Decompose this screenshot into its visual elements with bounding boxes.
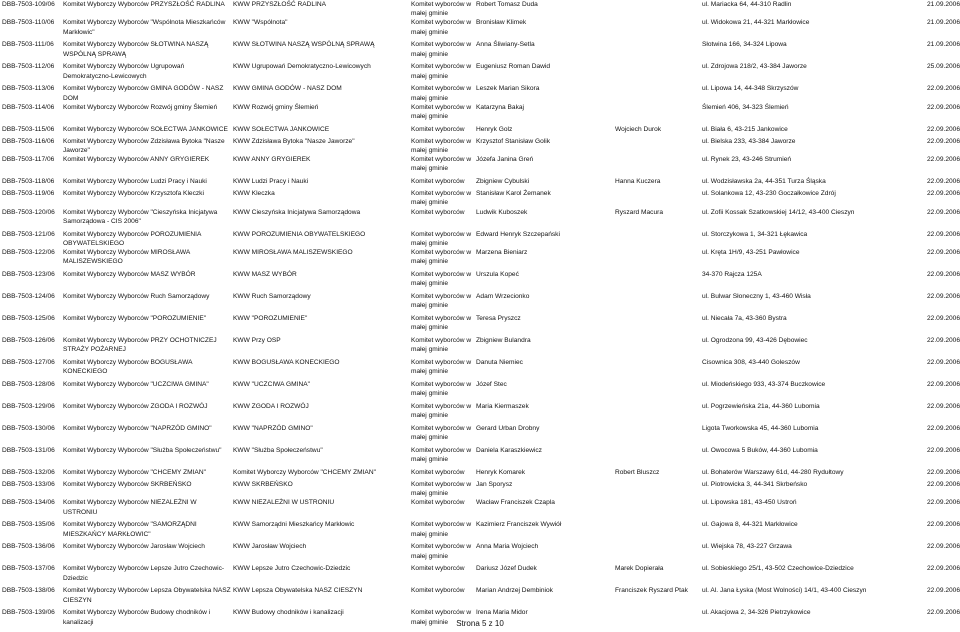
financial-agent-cell: [613, 402, 700, 424]
address-cell: ul. Biała 6, 43-215 Jankowice: [702, 125, 788, 133]
address-cell: ul. Piotrowicka 3, 44-341 Skrbeńsko: [702, 481, 808, 489]
committee-name-cell: Komitet Wyborczy Wyborców MASZ WYBÓR: [63, 271, 196, 279]
committee-type-cell: Komitet wyborców: [411, 587, 465, 595]
date-cell: 22.09.2006: [926, 359, 960, 367]
committee-name-cell: Komitet Wyborczy Wyborców "SAMORZĄDNI MIESZKAŃCY MARKŁOWIC": [63, 521, 197, 538]
short-name-cell: KWW SKRBEŃSKO: [233, 481, 293, 489]
committee-type-cell: Komitet wyborców w małej gminie: [411, 156, 472, 173]
short-name-cell: KWW MASZ WYBÓR: [233, 271, 297, 279]
date-cell: 22.09.2006: [926, 447, 960, 455]
table-row: [0, 103, 960, 125]
committee-type-cell: Komitet wyborców w małej gminie: [411, 103, 472, 121]
signature-cell: DBB-7503-119/06: [2, 190, 55, 198]
committee-type-cell: Komitet wyborców: [411, 469, 465, 477]
signature-cell: DBB-7503-113/06: [2, 85, 55, 93]
signature-cell: DBB-7503-130/06: [2, 425, 55, 433]
committee-type-cell: Komitet wyborców: [411, 125, 465, 133]
financial-agent-cell: [613, 424, 700, 446]
signature-cell: DBB-7503-139/06: [2, 609, 55, 617]
date-cell: 22.09.2006: [926, 125, 960, 133]
signature-cell: DBB-7503-110/06: [2, 19, 55, 27]
election-agent-cell: Gerard Urban Drobny: [476, 425, 540, 433]
short-name-cell: KWW SOŁECTWA JANKOWICE: [233, 125, 330, 133]
financial-agent-cell: [613, 292, 700, 314]
short-name-cell: KWW ANNY GRYGIEREK: [233, 156, 311, 164]
financial-agent-cell: [613, 480, 700, 498]
signature-cell: DBB-7503-129/06: [2, 403, 55, 411]
election-agent-cell: Marian Andrzej Dembiniok: [476, 587, 553, 595]
signature-cell: DBB-7503-128/06: [2, 381, 55, 389]
date-cell: 22.09.2006: [926, 425, 960, 433]
date-cell: 22.09.2006: [926, 178, 960, 186]
financial-agent-cell: [613, 358, 700, 380]
financial-agent-cell: Franciszek Ryszard Ptak: [615, 587, 688, 595]
address-cell: ul. Ogrodzona 99, 43-426 Dębowiec: [702, 337, 808, 345]
table-row: [0, 564, 960, 586]
committee-name-cell: Komitet Wyborczy Wyborców SKRBEŃSKO: [63, 481, 192, 489]
address-cell: ul. Solankowa 12, 43-230 Goczałkowice Zdrój: [702, 190, 836, 198]
committee-type-cell: Komitet wyborców w małej gminie: [411, 271, 472, 288]
address-cell: ul. Kręta 1H/9, 43-251 Pawłowice: [702, 249, 800, 257]
table-row: [0, 314, 960, 336]
address-cell: ul. Storczykowa 1, 34-321 Łękawica: [702, 230, 808, 238]
committee-name-cell: Komitet Wyborczy Wyborców NIEZALEŻNI W USTRONIU: [63, 499, 197, 516]
short-name-cell: KWW "NAPRZÓD GMINO": [233, 425, 313, 433]
page-number: Strona 5 z 10: [456, 619, 504, 628]
committee-type-cell: Komitet wyborców w małej gminie: [411, 315, 472, 332]
short-name-cell: KWW Kleczka: [233, 190, 275, 198]
committee-type-cell: Komitet wyborców w małej gminie: [411, 481, 472, 498]
short-name-cell: KWW Cieszyńska Inicjatywa Samorządowa: [233, 208, 361, 216]
committee-name-cell: Komitet Wyborczy Wyborców "POROZUMIENIE": [63, 315, 207, 323]
table-row: [0, 336, 960, 358]
address-cell: Cisownica 308, 43-440 Goleszów: [702, 359, 800, 367]
election-agent-cell: Kazimierz Franciszek Wywiół: [476, 521, 562, 529]
address-cell: ul. Lipowa 14, 44-348 Skrzyszów: [702, 85, 799, 93]
short-name-cell: KWW MIROSŁAWA MALISZEWSKIEGO: [233, 249, 353, 257]
committee-name-cell: Komitet Wyborczy Wyborców POROZUMIENIA OBYWATELSKIEGO: [63, 230, 202, 247]
committee-name-cell: Komitet Wyborczy Wyborców Ugrupowań Demokratyczno-Lewicowych: [63, 63, 185, 80]
committee-type-cell: Komitet wyborców: [411, 565, 465, 573]
short-name-cell: KWW "Służba Społeczeństwu": [233, 447, 323, 455]
election-agent-cell: Anna Śliwiany-Setla: [476, 41, 535, 49]
table-row: [0, 125, 960, 137]
table-row: [0, 230, 960, 248]
date-cell: 21.09.2006: [926, 41, 960, 49]
date-cell: 22.09.2006: [926, 381, 960, 389]
short-name-cell: KWW Ludzi Pracy i Nauki: [233, 178, 309, 186]
committee-type-cell: Komitet wyborców w małej gminie: [411, 63, 472, 80]
short-name-cell: KWW Rozwój gminy Ślemień: [233, 103, 319, 111]
table-row: [0, 520, 960, 542]
signature-cell: DBB-7503-133/06: [2, 481, 55, 489]
table-row: [0, 468, 960, 480]
signature-cell: DBB-7503-117/06: [2, 156, 55, 164]
committee-name-cell: Komitet Wyborczy Wyborców ZGODA I ROZWÓJ: [63, 403, 208, 411]
short-name-cell: KWW "UCZCIWA GMINA": [233, 381, 310, 389]
committee-name-cell: Komitet Wyborczy Wyborców "Wspólnota Mieszkańców Markłowic": [63, 19, 226, 36]
election-agent-cell: Zbigniew Bulandra: [476, 337, 531, 345]
signature-cell: DBB-7503-131/06: [2, 447, 55, 455]
short-name-cell: KWW GMINA GODÓW - NASZ DOM: [233, 85, 342, 93]
financial-agent-cell: Marek Dopierała: [615, 565, 664, 573]
signature-cell: DBB-7503-137/06: [2, 565, 55, 573]
signature-cell: DBB-7503-118/06: [2, 178, 55, 186]
committee-name-cell: Komitet Wyborczy Wyborców Lepsza Obywatelska NASZ CIESZYN: [63, 587, 231, 604]
financial-agent-cell: [613, 155, 700, 177]
signature-cell: DBB-7503-115/06: [2, 125, 55, 133]
short-name-cell: KWW SŁOTWINA NASZĄ WSPÓLNĄ SPRAWĄ: [233, 41, 375, 49]
committee-type-cell: Komitet wyborców w małej gminie: [411, 609, 472, 626]
address-cell: ul. Wodzisławska 2a, 44-351 Turza Śląska: [702, 178, 826, 186]
committee-type-cell: Komitet wyborców w małej gminie: [411, 381, 472, 398]
committee-name-cell: Komitet Wyborczy Wyborców Zdzisława Bytoka "Nasze Jaworze": [63, 137, 225, 155]
short-name-cell: KWW NIEZALEŻNI W USTRONIU: [233, 499, 335, 507]
election-agent-cell: Daniela Karaszkiewicz: [476, 447, 542, 455]
committee-type-cell: Komitet wyborców w małej gminie: [411, 403, 472, 420]
date-cell: 22.09.2006: [926, 156, 960, 164]
date-cell: 22.09.2006: [926, 137, 960, 145]
financial-agent-cell: Hanna Kuczera: [615, 178, 661, 186]
table-row: [0, 402, 960, 424]
financial-agent-cell: [613, 103, 700, 125]
address-cell: ul. Bulwar Słoneczny 1, 43-460 Wisła: [702, 293, 811, 301]
short-name-cell: KWW Jarosław Wojciech: [233, 543, 307, 551]
election-agent-cell: Krzysztof Stanisław Golik: [476, 137, 551, 145]
date-cell: 22.09.2006: [926, 609, 960, 617]
short-name-cell: KWW Ugrupowań Demokratyczno-Lewicowych: [233, 63, 371, 71]
election-agent-cell: Wacław Franciszek Czapla: [476, 499, 555, 507]
committee-type-cell: Komitet wyborców w małej gminie: [411, 1, 472, 18]
address-cell: ul. Mariacka 64, 44-310 Radlin: [702, 1, 792, 8]
short-name-cell: Komitet Wyborczy Wyborców "CHCEMY ZMIAN": [233, 469, 376, 477]
committee-name-cell: Komitet Wyborczy Wyborców "NAPRZÓD GMINO": [63, 425, 212, 433]
short-name-cell: KWW Lepsze Jutro Czechowic-Dziedzic: [233, 565, 351, 573]
signature-cell: DBB-7503-127/06: [2, 359, 55, 367]
address-cell: ul. Bohaterów Warszawy 61d, 44-280 Rydułtowy: [702, 469, 844, 477]
financial-agent-cell: [613, 542, 700, 564]
address-cell: ul. Zdrojowa 218/2, 43-384 Jaworze: [702, 63, 807, 71]
financial-agent-cell: [613, 380, 700, 402]
short-name-cell: KWW Budowy chodników i kanalizacji: [233, 609, 344, 617]
signature-cell: DBB-7503-116/06: [2, 137, 55, 145]
date-cell: 25.09.2006: [926, 63, 960, 71]
election-agent-cell: Danuta Niemiec: [476, 359, 523, 367]
committee-name-cell: Komitet Wyborczy Wyborców "UCZCIWA GMINA": [63, 381, 209, 389]
committee-type-cell: Komitet wyborców w małej gminie: [411, 521, 472, 538]
financial-agent-cell: Ryszard Macura: [615, 208, 664, 216]
short-name-cell: KWW Lepsza Obywatelska NASZ CIESZYN: [233, 587, 363, 595]
address-cell: Słotwina 166, 34-324 Lipowa: [702, 41, 787, 49]
signature-cell: DBB-7503-114/06: [2, 103, 55, 111]
election-agent-cell: Adam Wrzecionko: [476, 293, 530, 301]
table-row: [0, 137, 960, 155]
date-cell: 21.09.2006: [926, 19, 960, 27]
committee-type-cell: Komitet wyborców w małej gminie: [411, 425, 472, 442]
table-row: [0, 18, 960, 40]
date-cell: 22.09.2006: [926, 103, 960, 111]
committee-type-cell: Komitet wyborców w małej gminie: [411, 293, 472, 310]
signature-cell: DBB-7503-132/06: [2, 469, 55, 477]
date-cell: 22.09.2006: [926, 337, 960, 345]
committee-name-cell: Komitet Wyborczy Wyborców Lepsze Jutro Czechowic-Dziedzic: [63, 565, 225, 582]
date-cell: 22.09.2006: [926, 403, 960, 411]
table-row: [0, 155, 960, 177]
financial-agent-cell: [613, 0, 700, 18]
short-name-cell: KWW BOGUSŁAWA KONECKIEGO: [233, 359, 340, 367]
signature-cell: DBB-7503-136/06: [2, 543, 55, 551]
election-agent-cell: Józef Stec: [476, 381, 507, 389]
table-row: [0, 177, 960, 189]
table-row: [0, 542, 960, 564]
date-cell: 22.09.2006: [926, 230, 960, 238]
signature-cell: DBB-7503-123/06: [2, 271, 55, 279]
address-cell: ul. Sobieskiego 25/1, 43-502 Czechowice-Dziedzice: [702, 565, 854, 573]
table-row: [0, 380, 960, 402]
committee-name-cell: Komitet Wyborczy Wyborców Ludzi Pracy i Nauki: [63, 178, 207, 186]
date-cell: 22.09.2006: [926, 521, 960, 529]
election-agent-cell: Eugeniusz Roman Dawid: [476, 63, 551, 71]
election-agent-cell: Henryk Komarek: [476, 469, 526, 477]
short-name-cell: KWW Samorządni Mieszkańcy Markłowic: [233, 521, 355, 529]
address-cell: ul. Miodeńskiego 933, 43-374 Buczkowice: [702, 381, 826, 389]
signature-cell: DBB-7503-135/06: [2, 521, 55, 529]
date-cell: 22.09.2006: [926, 469, 960, 477]
election-agent-cell: Jan Sporysz: [476, 481, 513, 489]
address-cell: ul. Pogrzewieńska 21a, 44-360 Lubomia: [702, 403, 820, 411]
election-agent-cell: Marzena Bieniarz: [476, 249, 528, 257]
address-cell: ul. Owocowa 5 Buków, 44-360 Lubomia: [702, 447, 818, 455]
short-name-cell: KWW "POROZUMIENIE": [233, 315, 308, 323]
committee-name-cell: Komitet Wyborczy Wyborców Budowy chodników i kanalizacji: [63, 609, 211, 626]
date-cell: 22.09.2006: [926, 249, 960, 257]
election-agent-cell: Zbigniew Cybulski: [476, 178, 530, 186]
date-cell: 22.09.2006: [926, 565, 960, 573]
committee-name-cell: Komitet Wyborczy Wyborców "Cieszyńska Inicjatywa Samorządowa - CIS 2006": [63, 208, 218, 225]
date-cell: 22.09.2006: [926, 543, 960, 551]
election-agent-cell: Stanisław Karol Żemanek: [476, 190, 551, 198]
committee-type-cell: Komitet wyborców w małej gminie: [411, 190, 472, 207]
election-agent-cell: Dariusz Józef Dudek: [476, 565, 537, 573]
financial-agent-cell: [613, 248, 700, 270]
election-agent-cell: Katarzyna Bakaj: [476, 103, 525, 111]
committee-type-cell: Komitet wyborców w małej gminie: [411, 543, 472, 560]
table-row: [0, 84, 960, 102]
date-cell: 22.09.2006: [926, 587, 960, 595]
address-cell: ul. Widokowa 21, 44-321 Markłowice: [702, 19, 810, 27]
committee-name-cell: Komitet Wyborczy Wyborców Jarosław Wojciech: [63, 543, 205, 551]
election-agent-cell: Irena Maria Midor: [476, 609, 528, 617]
financial-agent-cell: Wojciech Durok: [615, 125, 662, 133]
signature-cell: DBB-7503-125/06: [2, 315, 55, 323]
committee-name-cell: Komitet Wyborczy Wyborców SŁOTWINA NASZĄ WSPÓLNĄ SPRAWĄ: [63, 41, 209, 58]
committee-type-cell: Komitet wyborców: [411, 208, 465, 216]
address-cell: ul. Al. Jana Łyska (Most Wolności) 14/1, 43-400 Cieszyn: [702, 587, 867, 595]
address-cell: ul. Gajowa 8, 44-321 Markłowice: [702, 521, 798, 529]
date-cell: 22.09.2006: [926, 271, 960, 279]
election-agent-cell: Bronisław Klimek: [476, 19, 527, 27]
signature-cell: DBB-7503-124/06: [2, 293, 55, 301]
address-cell: ul. Lipowska 181, 43-450 Ustroń: [702, 499, 797, 507]
short-name-cell: KWW Zdzisława Bytoka "Nasze Jaworze": [233, 137, 355, 145]
committee-name-cell: Komitet Wyborczy Wyborców GMINA GODÓW - NASZ DOM: [63, 85, 224, 102]
committee-name-cell: Komitet Wyborczy Wyborców "CHCEMY ZMIAN": [63, 469, 206, 477]
election-agent-cell: Leszek Marian Sikora: [476, 85, 540, 93]
address-cell: ul. Bielska 233, 43-384 Jaworze: [702, 137, 796, 145]
date-cell: 22.09.2006: [926, 293, 960, 301]
committee-name-cell: Komitet Wyborczy Wyborców Rozwój gminy Ślemień: [63, 103, 218, 111]
committee-type-cell: Komitet wyborców: [411, 499, 465, 507]
financial-agent-cell: [613, 336, 700, 358]
address-cell: Ślemień 406, 34-323 Ślemień: [702, 103, 789, 111]
short-name-cell: KWW Przy OSP: [233, 337, 281, 345]
table-row: [0, 358, 960, 380]
short-name-cell: KWW ZGODA I ROZWÓJ: [233, 403, 309, 411]
election-agent-cell: Ludwik Kuboszek: [476, 208, 528, 216]
financial-agent-cell: [613, 314, 700, 336]
committee-type-cell: Komitet wyborców w małej gminie: [411, 137, 472, 155]
election-agent-cell: Maria Kiermaszek: [476, 403, 529, 411]
table-row: [0, 248, 960, 270]
committee-name-cell: Komitet Wyborczy Wyborców "Służba Społeczeństwu": [63, 447, 222, 455]
short-name-cell: KWW POROZUMIENIA OBYWATELSKIEGO: [233, 230, 366, 238]
committee-type-cell: Komitet wyborców w małej gminie: [411, 230, 472, 247]
date-cell: 22.09.2006: [926, 208, 960, 216]
address-cell: ul. Rynek 23, 43-246 Strumień: [702, 156, 792, 164]
address-cell: Ligota Tworkowska 45, 44-360 Lubomia: [702, 425, 819, 433]
table-row: [0, 498, 960, 520]
committee-name-cell: Komitet Wyborczy Wyborców BOGUSŁAWA KONECKIEGO: [63, 359, 193, 376]
election-agent-cell: Józefa Janina Greń: [476, 156, 534, 164]
committee-type-cell: Komitet wyborców w małej gminie: [411, 41, 472, 58]
committee-type-cell: Komitet wyborców w małej gminie: [411, 337, 472, 354]
signature-cell: DBB-7503-126/06: [2, 337, 55, 345]
financial-agent-cell: [613, 270, 700, 292]
committee-type-cell: Komitet wyborców w małej gminie: [411, 85, 472, 102]
committee-type-cell: Komitet wyborców w małej gminie: [411, 19, 472, 36]
signature-cell: DBB-7503-134/06: [2, 499, 55, 507]
committee-type-cell: Komitet wyborców w małej gminie: [411, 447, 472, 464]
signature-cell: DBB-7503-109/06: [2, 1, 55, 8]
date-cell: 22.09.2006: [926, 85, 960, 93]
table-row: [0, 40, 960, 62]
election-agent-cell: Teresa Pryszcz: [476, 315, 521, 323]
committee-type-cell: Komitet wyborców w małej gminie: [411, 359, 472, 376]
table-row: [0, 62, 960, 84]
financial-agent-cell: [613, 189, 700, 207]
election-agent-cell: Urszula Kopeć: [476, 271, 519, 279]
signature-cell: DBB-7503-138/06: [2, 587, 55, 595]
signature-cell: DBB-7503-120/06: [2, 208, 55, 216]
financial-agent-cell: [613, 137, 700, 155]
address-cell: 34-370 Rajcza 125A: [702, 271, 762, 279]
financial-agent-cell: [613, 62, 700, 84]
election-agent-cell: Anna Maria Wojciech: [476, 543, 539, 551]
table-row: [0, 446, 960, 468]
financial-agent-cell: [613, 18, 700, 40]
financial-agent-cell: Robert Bluszcz: [615, 469, 660, 477]
election-agent-cell: Henryk Golz: [476, 125, 513, 133]
date-cell: 22.09.2006: [926, 190, 960, 198]
financial-agent-cell: [613, 40, 700, 62]
signature-cell: DBB-7503-121/06: [2, 230, 55, 238]
date-cell: 22.09.2006: [926, 481, 960, 489]
address-cell: ul. Akacjowa 2, 34-326 Pietrzykowice: [702, 609, 811, 617]
election-agent-cell: Robert Tomasz Duda: [476, 1, 538, 8]
committee-name-cell: Komitet Wyborczy Wyborców PRZY OCHOTNICZEJ STRAŻY POŻARNEJ: [63, 337, 217, 354]
table-row: [0, 586, 960, 608]
financial-agent-cell: [613, 446, 700, 468]
short-name-cell: KWW PRZYSZŁOŚĆ RADLINA: [233, 1, 327, 8]
committee-name-cell: Komitet Wyborczy Wyborców SOŁECTWA JANKOWICE: [63, 125, 228, 133]
address-cell: ul. Niecała 7a, 43-360 Bystra: [702, 315, 787, 323]
table-row: [0, 292, 960, 314]
short-name-cell: KWW "Wspólnota": [233, 19, 288, 27]
committee-name-cell: Komitet Wyborczy Wyborców PRZYSZŁOŚĆ RADLINA: [63, 1, 225, 8]
table-row: [0, 0, 960, 18]
financial-agent-cell: [613, 84, 700, 102]
committee-name-cell: Komitet Wyborczy Wyborców Ruch Samorządowy: [63, 293, 210, 301]
signature-cell: DBB-7503-112/06: [2, 63, 55, 71]
address-cell: ul. Wiejska 78, 43-227 Grzawa: [702, 543, 792, 551]
table-row: [0, 208, 960, 230]
address-cell: ul. Zofii Kossak Szatkowskiej 14/12, 43-400 Cieszyn: [702, 208, 855, 216]
date-cell: 22.09.2006: [926, 499, 960, 507]
table-row: [0, 424, 960, 446]
date-cell: 21.09.2006: [926, 1, 960, 8]
date-cell: 22.09.2006: [926, 315, 960, 323]
signature-cell: DBB-7503-111/06: [2, 41, 54, 49]
table-row: [0, 270, 960, 292]
committee-name-cell: Komitet Wyborczy Wyborców Krzysztofa Kleczki: [63, 190, 204, 198]
financial-agent-cell: [613, 520, 700, 542]
election-agent-cell: Edward Henryk Szczepański: [476, 230, 560, 238]
committee-type-cell: Komitet wyborców: [411, 178, 465, 186]
financial-agent-cell: [613, 498, 700, 520]
signature-cell: DBB-7503-122/06: [2, 249, 55, 257]
financial-agent-cell: [613, 230, 700, 248]
table-row: [0, 189, 960, 207]
committee-type-cell: Komitet wyborców w małej gminie: [411, 249, 472, 266]
committee-name-cell: Komitet Wyborczy Wyborców MIROSŁAWA MALISZEWSKIEGO: [63, 249, 190, 266]
committee-name-cell: Komitet Wyborczy Wyborców ANNY GRYGIEREK: [63, 156, 210, 164]
table-row: [0, 480, 960, 498]
short-name-cell: KWW Ruch Samorządowy: [233, 293, 311, 301]
